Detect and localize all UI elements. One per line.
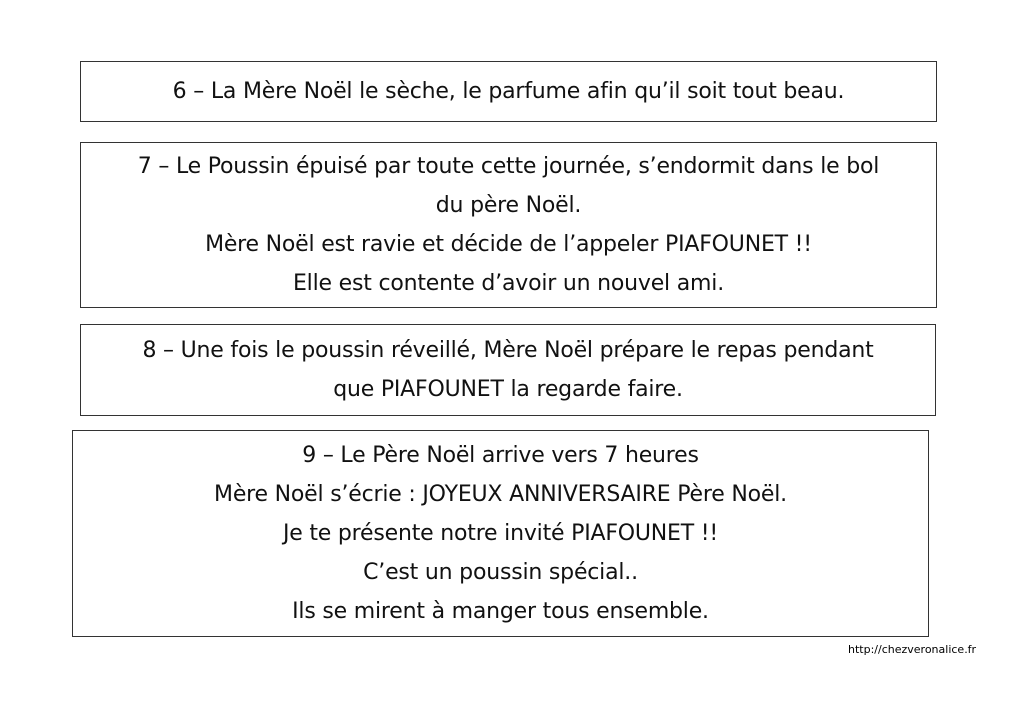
source-url: http://chezveronalice.fr [848, 643, 977, 656]
card-text-line: 7 – Le Poussin épuisé par toute cette journée, s’endormit dans le bol [137, 154, 880, 179]
card-text-line: 9 – Le Père Noël arrive vers 7 heures [302, 443, 699, 468]
card-text-line: 6 – La Mère Noël le sèche, le parfume afin qu’il soit tout beau. [172, 79, 845, 104]
card-text-line: Je te présente notre invité PIAFOUNET !! [282, 521, 719, 546]
story-card-8 [80, 324, 936, 416]
card-text-line: 8 – Une fois le poussin réveillé, Mère Noël prépare le repas pendant [142, 338, 874, 363]
card-text-line: C’est un poussin spécial.. [363, 560, 638, 585]
card-text-line: du père Noël. [435, 193, 582, 218]
card-text-line: Ils se mirent à manger tous ensemble. [292, 599, 709, 624]
card-text-line: Mère Noël s’écrie : JOYEUX ANNIVERSAIRE Père Noël. [214, 482, 787, 507]
story-card-9 [72, 430, 929, 637]
card-text-line: Mère Noël est ravie et décide de l’appeler PIAFOUNET !! [205, 232, 812, 257]
card-text-line: que PIAFOUNET la regarde faire. [333, 377, 683, 402]
story-card-7 [80, 142, 937, 308]
card-text-line: Elle est contente d’avoir un nouvel ami. [292, 271, 724, 296]
story-card-6 [80, 61, 937, 122]
